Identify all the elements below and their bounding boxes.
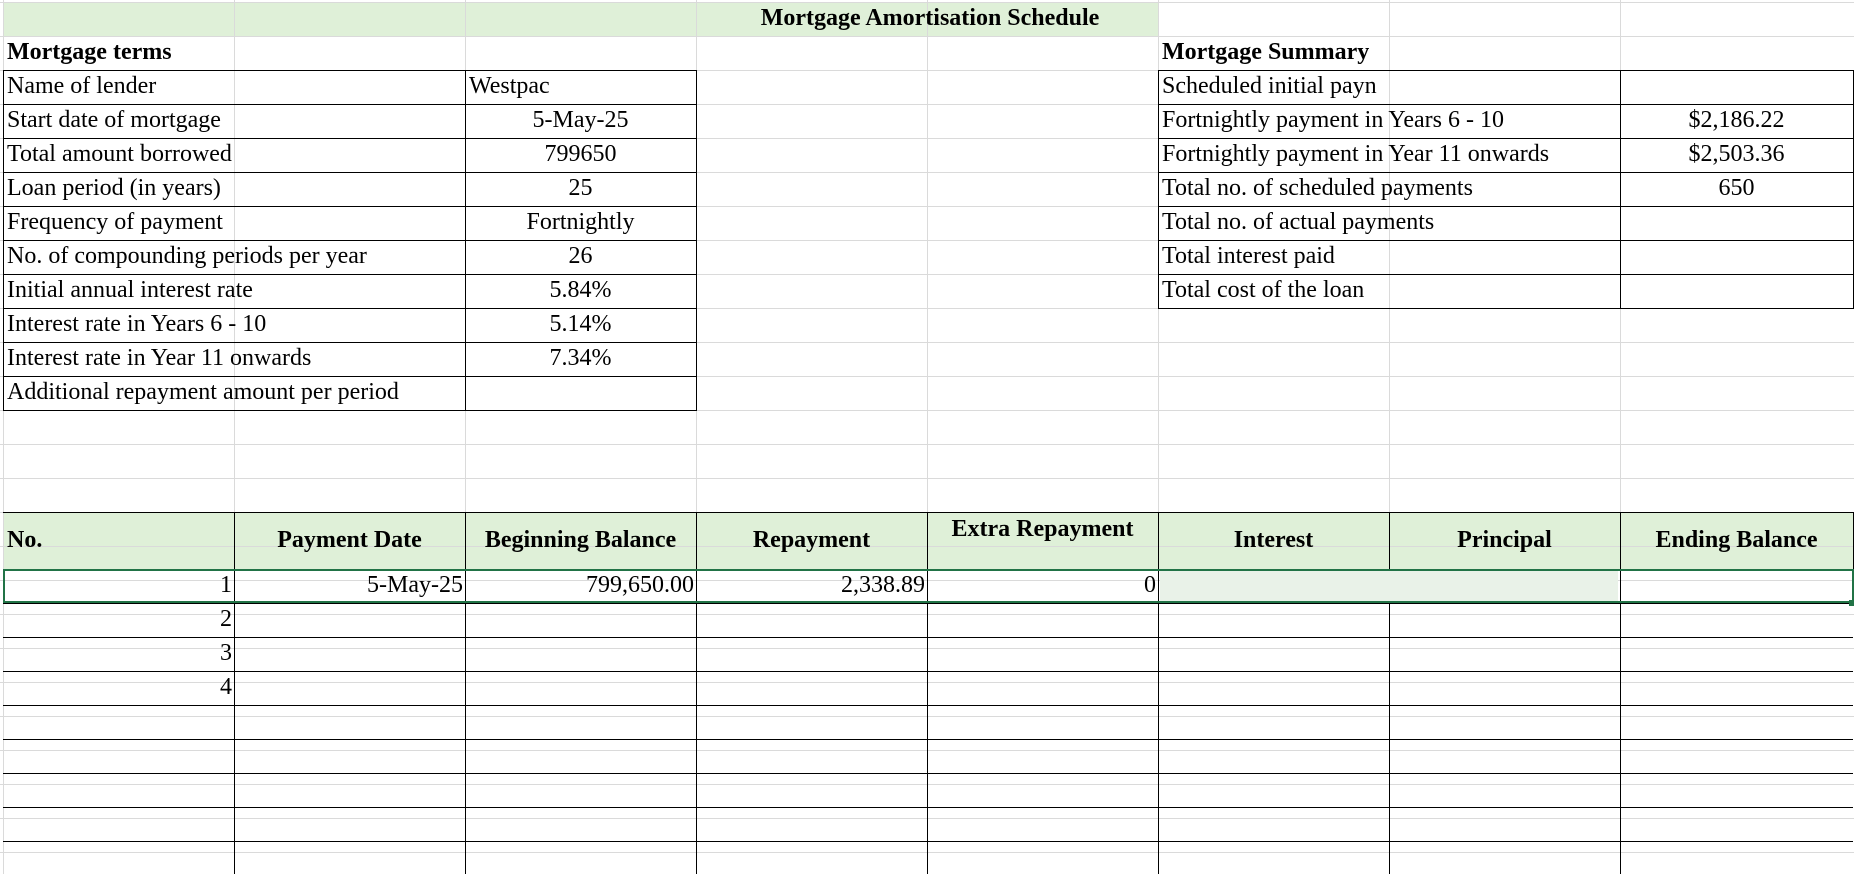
table-cell[interactable] — [465, 637, 696, 671]
table-cell[interactable] — [3, 841, 234, 875]
terms-divider — [465, 70, 466, 410]
summary-rule — [1158, 206, 1853, 207]
terms-value[interactable]: 5.14% — [549, 311, 612, 337]
table-cell[interactable] — [927, 705, 1158, 739]
table-cell[interactable] — [465, 705, 696, 739]
table-cell[interactable] — [1389, 705, 1620, 739]
terms-label: Interest rate in Year 11 onwards — [7, 345, 312, 371]
terms-label: Initial annual interest rate — [7, 277, 253, 303]
table-cell[interactable] — [927, 773, 1158, 807]
table-cell[interactable] — [1620, 773, 1853, 807]
table-cell[interactable] — [234, 671, 465, 705]
table-cell[interactable]: 5-May-25 — [367, 572, 463, 598]
summary-label: Total interest paid — [1162, 243, 1335, 269]
schedule-rule — [3, 512, 1853, 513]
table-cell[interactable] — [1158, 773, 1389, 807]
table-cell[interactable]: 0 — [1144, 572, 1156, 598]
column-header[interactable]: Repayment — [752, 527, 871, 553]
column-header[interactable]: Extra Repayment — [951, 516, 1134, 542]
table-cell[interactable] — [234, 739, 465, 773]
terms-value[interactable]: Westpac — [469, 73, 550, 99]
table-cell[interactable] — [234, 841, 465, 875]
summary-rule — [1158, 104, 1853, 105]
summary-value[interactable]: $2,503.36 — [1688, 141, 1785, 167]
summary-rule — [1158, 274, 1853, 275]
table-cell[interactable] — [927, 739, 1158, 773]
table-cell[interactable] — [465, 603, 696, 637]
table-cell[interactable] — [465, 841, 696, 875]
fill-handle[interactable] — [1849, 600, 1854, 606]
table-cell[interactable] — [927, 841, 1158, 875]
selected-row[interactable] — [3, 569, 1854, 603]
table-cell[interactable] — [1389, 841, 1620, 875]
table-cell[interactable] — [1389, 603, 1620, 637]
table-cell[interactable] — [696, 603, 927, 637]
table-cell[interactable] — [1620, 603, 1853, 637]
summary-label: Total no. of scheduled payments — [1162, 175, 1473, 201]
table-cell[interactable] — [1158, 637, 1389, 671]
terms-value[interactable]: 799650 — [544, 141, 617, 167]
terms-rule — [3, 240, 696, 241]
table-cell[interactable] — [1389, 807, 1620, 841]
table-cell[interactable]: 3 — [220, 640, 232, 666]
terms-label: Interest rate in Years 6 - 10 — [7, 311, 267, 337]
column-header[interactable]: No. — [7, 527, 43, 553]
table-cell[interactable] — [3, 739, 234, 773]
table-cell[interactable] — [696, 807, 927, 841]
terms-rule — [3, 206, 696, 207]
terms-label: Loan period (in years) — [7, 175, 221, 201]
table-cell[interactable] — [1158, 671, 1389, 705]
table-cell[interactable] — [234, 637, 465, 671]
table-cell[interactable] — [696, 739, 927, 773]
table-cell[interactable] — [465, 807, 696, 841]
summary-rule — [1158, 240, 1853, 241]
table-cell[interactable] — [1389, 671, 1620, 705]
table-cell[interactable] — [1620, 671, 1853, 705]
table-cell[interactable] — [927, 671, 1158, 705]
summary-label: Fortnightly payment in Years 6 - 10 — [1162, 107, 1504, 133]
table-cell[interactable] — [1620, 841, 1853, 875]
table-cell[interactable] — [1158, 705, 1389, 739]
terms-value[interactable]: 26 — [568, 243, 593, 269]
terms-rule — [3, 342, 696, 343]
terms-value[interactable]: Fortnightly — [526, 209, 635, 235]
table-cell[interactable] — [234, 773, 465, 807]
terms-rule — [3, 138, 696, 139]
terms-rule — [3, 376, 696, 377]
table-cell[interactable] — [1620, 739, 1853, 773]
table-cell[interactable]: 799,650.00 — [586, 572, 694, 598]
table-cell[interactable]: 2 — [220, 606, 232, 632]
table-cell[interactable] — [1158, 603, 1389, 637]
table-cell[interactable] — [234, 807, 465, 841]
column-header[interactable]: Beginning Balance — [484, 527, 677, 553]
table-cell[interactable] — [696, 671, 927, 705]
table-cell[interactable] — [1389, 773, 1620, 807]
table-cell[interactable] — [3, 807, 234, 841]
table-cell[interactable] — [927, 807, 1158, 841]
terms-value[interactable]: 7.34% — [549, 345, 612, 371]
table-cell[interactable] — [1389, 739, 1620, 773]
column-header[interactable]: Principal — [1457, 527, 1552, 553]
terms-value[interactable]: 25 — [568, 175, 593, 201]
terms-value[interactable]: 5.84% — [549, 277, 612, 303]
summary-divider — [1620, 70, 1621, 308]
terms-label: Frequency of payment — [7, 209, 223, 235]
terms-label: Total amount borrowed — [7, 141, 232, 167]
table-cell[interactable]: 4 — [220, 674, 232, 700]
table-cell[interactable]: 1 — [220, 572, 232, 598]
terms-rule — [3, 172, 696, 173]
table-cell[interactable] — [465, 773, 696, 807]
terms-label: No. of compounding periods per year — [7, 243, 367, 269]
summary-label: Scheduled initial payn — [1162, 73, 1377, 99]
terms-rule — [3, 274, 696, 275]
table-cell[interactable] — [3, 773, 234, 807]
summary-value[interactable]: 650 — [1718, 175, 1755, 201]
table-cell[interactable] — [465, 671, 696, 705]
table-cell[interactable] — [1158, 841, 1389, 875]
summary-value[interactable]: $2,186.22 — [1688, 107, 1785, 133]
table-cell[interactable] — [696, 705, 927, 739]
table-cell[interactable]: 2,338.89 — [841, 572, 925, 598]
mortgage-terms-header: Mortgage terms — [7, 39, 172, 65]
sheet-title: Mortgage Amortisation Schedule — [760, 5, 1100, 31]
table-cell[interactable] — [696, 773, 927, 807]
table-cell[interactable] — [696, 637, 927, 671]
table-cell[interactable] — [1158, 739, 1389, 773]
summary-label: Fortnightly payment in Year 11 onwards — [1162, 141, 1550, 167]
table-cell[interactable] — [696, 841, 927, 875]
terms-label: Start date of mortgage — [7, 107, 221, 133]
table-cell[interactable] — [234, 603, 465, 637]
table-cell[interactable] — [1389, 637, 1620, 671]
summary-rule — [1158, 138, 1853, 139]
table-cell[interactable] — [1158, 807, 1389, 841]
summary-label: Total no. of actual payments — [1162, 209, 1435, 235]
column-header[interactable]: Interest — [1233, 527, 1314, 553]
table-cell[interactable] — [927, 637, 1158, 671]
table-cell[interactable] — [465, 739, 696, 773]
table-cell[interactable] — [1620, 705, 1853, 739]
terms-value[interactable]: 5-May-25 — [532, 107, 629, 133]
column-header[interactable]: Payment Date — [277, 527, 422, 553]
terms-label: Additional repayment amount per period — [7, 379, 399, 405]
summary-label: Total cost of the loan — [1162, 277, 1365, 303]
table-cell[interactable] — [3, 705, 234, 739]
table-cell[interactable] — [234, 705, 465, 739]
column-header[interactable]: Ending Balance — [1655, 527, 1818, 553]
table-cell[interactable] — [1620, 807, 1853, 841]
terms-label: Name of lender — [7, 73, 157, 99]
table-cell[interactable] — [927, 603, 1158, 637]
terms-rule — [3, 104, 696, 105]
summary-rule — [1158, 172, 1853, 173]
mortgage-summary-header: Mortgage Summary — [1162, 39, 1370, 65]
table-cell[interactable] — [1620, 637, 1853, 671]
terms-rule — [3, 308, 696, 309]
